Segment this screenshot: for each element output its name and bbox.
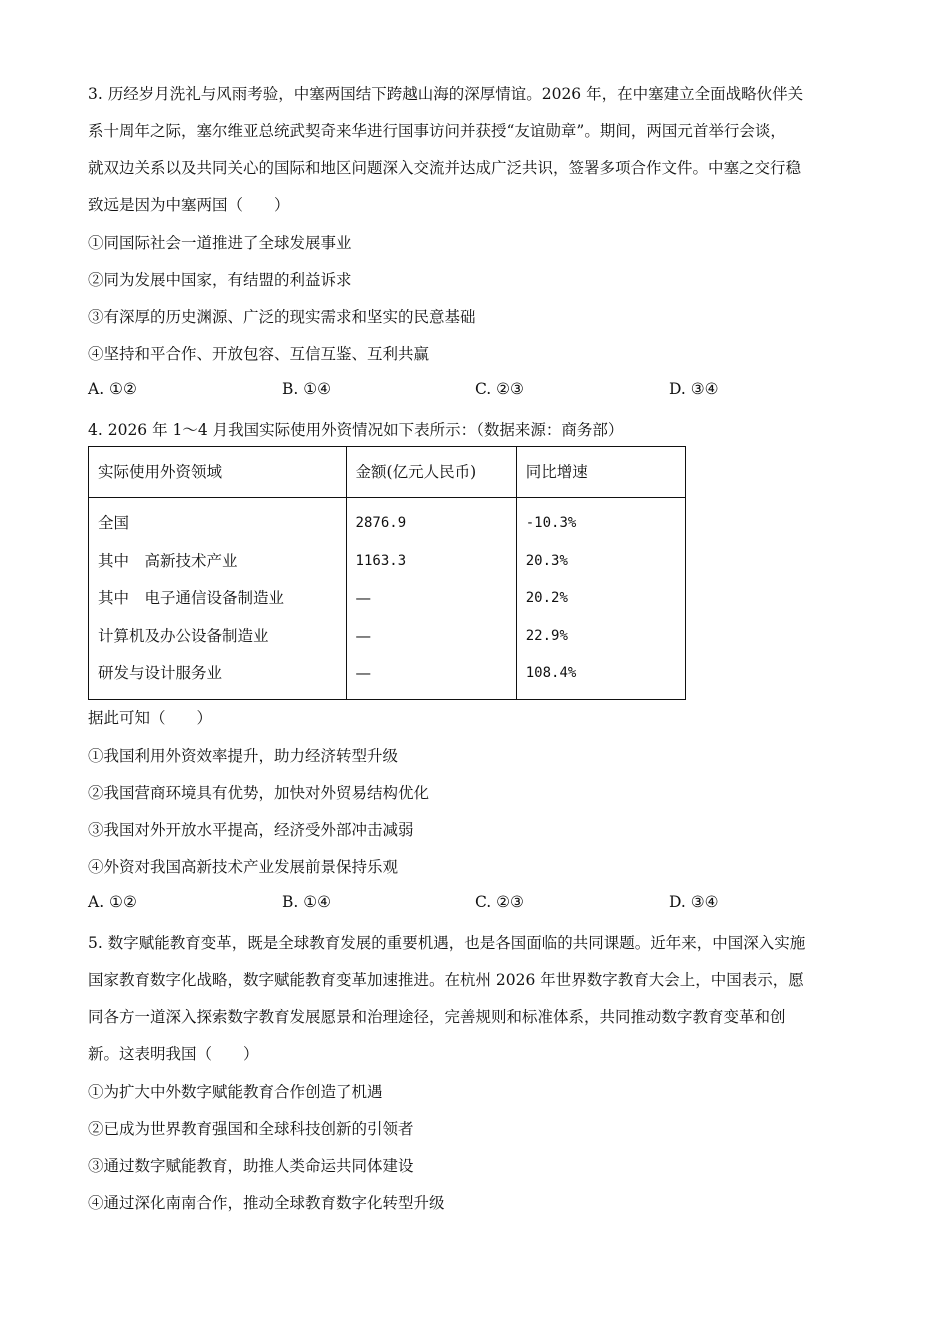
table-cell: 2876.9	[355, 515, 407, 531]
table-header-row	[89, 447, 686, 498]
q5-stem-line: 国家教育数字化战略，数字赋能教育变革加速推进。在杭州 2026 年世界数字教育大会上，中国表示，愿	[88, 971, 804, 989]
q3-statement-3: ③有深厚的历史渊源、广泛的现实需求和坚实的民意基础	[88, 308, 476, 326]
q5-statement-3: ③通过数字赋能教育，助推人类命运共同体建设	[88, 1157, 414, 1175]
q4-statement-4: ④外资对我国高新技术产业发展前景保持乐观	[88, 858, 399, 876]
table-cell: 1163.3	[355, 552, 407, 569]
table-amount-column	[346, 498, 516, 700]
table-cell: 全国	[98, 514, 130, 532]
q3-option-d[interactable]: D. ③④	[669, 380, 719, 398]
table-cell: 研发与设计服务业	[98, 664, 223, 682]
table-header-cell: 金额(亿元人民币)	[346, 447, 516, 498]
table-cell: -10.3%	[525, 515, 577, 531]
q3-options	[88, 380, 868, 402]
table-header-cell: 实际使用外资领域	[89, 447, 347, 498]
table-cell: 其中 电子通信设备制造业	[98, 589, 285, 607]
table-cell: 其中 高新技术产业	[98, 551, 238, 570]
table-cell: 22.9%	[525, 627, 568, 644]
q3-statement-1: ①同国际社会一道推进了全球发展事业	[88, 234, 352, 252]
q5-stem-line: 同各方一道深入探索数字教育发展愿景和治理途径，完善规则和标准体系，共同推动数字教育变革和创	[88, 1008, 786, 1026]
table-cell: 108.4%	[525, 665, 577, 681]
table-cell: 20.3%	[525, 552, 568, 569]
q4-prompt: 据此可知（ ）	[88, 709, 213, 727]
q4-option-d[interactable]: D. ③④	[669, 893, 719, 911]
table-growth-column	[516, 498, 685, 700]
q3-option-a[interactable]: A. ①②	[88, 380, 137, 398]
table-body-row	[89, 498, 686, 700]
q4-option-a[interactable]: A. ①②	[88, 893, 137, 911]
table-cell: —	[355, 626, 372, 645]
q4-option-c[interactable]: C. ②③	[475, 893, 524, 911]
q3-stem-line: 就双边关系以及共同关心的国际和地区问题深入交流并达成广泛共识，签署多项合作文件。中塞之交行稳	[88, 159, 802, 177]
q4-intro: 4. 2026 年 1～4 月我国实际使用外资情况如下表所示：（数据来源：商务部）	[88, 421, 624, 439]
foreign-investment-table	[88, 446, 686, 700]
q5-statement-2: ②已成为世界教育强国和全球科技创新的引领者	[88, 1120, 414, 1138]
q3-stem-line: 致远是因为中塞两国（ ）	[88, 196, 290, 214]
q5-statement-4: ④通过深化南南合作，推动全球教育数字化转型升级	[88, 1194, 445, 1212]
q5-statement-1: ①为扩大中外数字赋能教育合作创造了机遇	[88, 1083, 383, 1101]
q3-statement-4: ④坚持和平合作、开放包容、互信互鉴、互利共赢	[88, 345, 430, 363]
q4-statement-2: ②我国营商环境具有优势，加快对外贸易结构优化	[88, 784, 430, 802]
table-field-column	[89, 498, 347, 700]
table-header-cell: 同比增速	[516, 447, 685, 498]
q5-stem-line: 新。这表明我国（ ）	[88, 1045, 259, 1063]
q4-option-b[interactable]: B. ①④	[282, 893, 332, 911]
q4-statement-3: ③我国对外开放水平提高，经济受外部冲击减弱	[88, 821, 414, 839]
q4-options	[88, 893, 868, 915]
q4-statement-1: ①我国利用外资效率提升，助力经济转型升级	[88, 747, 399, 765]
q3-option-b[interactable]: B. ①④	[282, 380, 332, 398]
q3-stem-line: 3. 历经岁月洗礼与风雨考验，中塞两国结下跨越山海的深厚情谊。2026 年，在中塞建立全面战略伙伴关	[88, 85, 804, 103]
table-cell: —	[355, 589, 372, 607]
table-cell: 计算机及办公设备制造业	[98, 626, 269, 645]
q3-statement-2: ②同为发展中国家，有结盟的利益诉求	[88, 271, 352, 289]
q5-stem-line: 5. 数字赋能教育变革，既是全球教育发展的重要机遇，也是各国面临的共同课题。近年来，中国深入实施	[88, 934, 806, 952]
q3-option-c[interactable]: C. ②③	[475, 380, 524, 398]
table-cell: —	[355, 664, 372, 682]
q3-stem-line: 系十周年之际，塞尔维亚总统武契奇来华进行国事访问并获授“友谊勋章”。期间，两国元首举行会谈，	[88, 122, 786, 140]
table-cell: 20.2%	[525, 590, 568, 606]
